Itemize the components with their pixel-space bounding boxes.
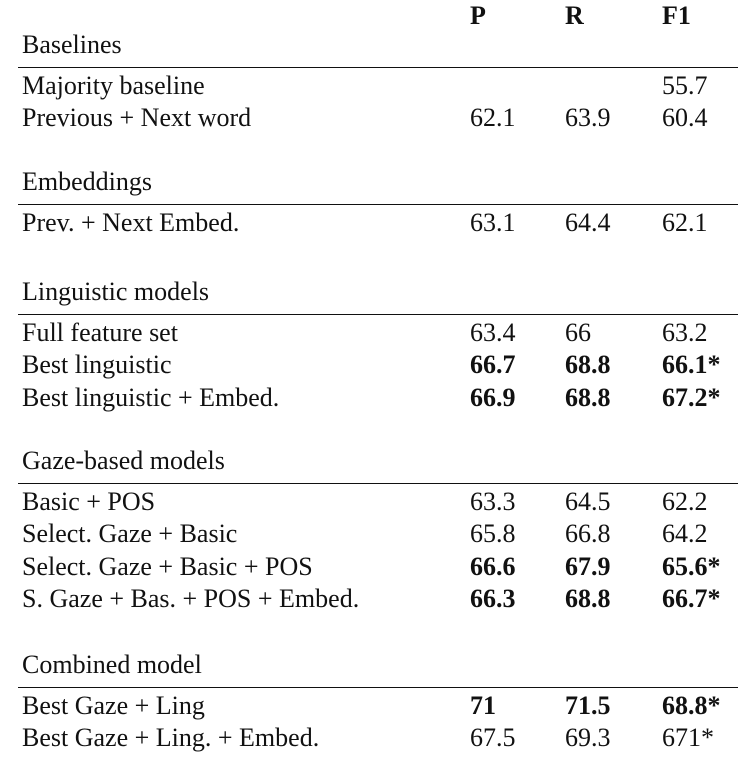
cell-r: 63.9	[565, 103, 611, 133]
cell-f1: 65.6*	[662, 551, 721, 581]
header-p: P	[470, 1, 486, 30]
section-title	[0, 649, 756, 681]
table-row	[0, 349, 756, 381]
section-rule	[18, 483, 738, 484]
header-row	[0, 0, 756, 32]
section-rule	[18, 687, 738, 688]
cell-r: 66.8	[565, 519, 611, 549]
table-row	[0, 690, 756, 722]
cell-p: 62.1	[470, 103, 516, 133]
cell-r: 68.8	[565, 583, 611, 613]
section-title-text: Linguistic models	[22, 277, 210, 306]
cell-f1: 63.2	[662, 318, 708, 347]
section-title-text: Combined model	[22, 650, 202, 679]
cell-f1: 671*	[662, 723, 714, 753]
cell-p: 66.9	[470, 382, 516, 412]
cell-p: 71	[470, 691, 496, 720]
cell-f1: 62.1	[662, 208, 708, 237]
cell-p: 66.3	[470, 583, 516, 613]
cell-r: 68.8	[565, 382, 611, 412]
table-row	[0, 102, 756, 134]
cell-f1: 66.1*	[662, 350, 721, 380]
cell-p: 67.5	[470, 723, 516, 753]
cell-f1: 62.2	[662, 487, 708, 516]
section-title-text: Gaze-based models	[22, 446, 225, 475]
cell-r: 66	[565, 318, 591, 347]
row-label: Best linguistic + Embed.	[22, 382, 280, 412]
cell-p: 65.8	[470, 519, 516, 549]
section-rule	[18, 204, 738, 205]
cell-p: 66.6	[470, 551, 516, 581]
table-row	[0, 70, 756, 102]
cell-f1: 66.7*	[662, 583, 721, 613]
table-row	[0, 317, 756, 349]
cell-p: 66.7	[470, 350, 516, 380]
cell-r: 71.5	[565, 691, 611, 720]
row-label: Basic + POS	[22, 487, 156, 516]
row-label: Select. Gaze + Basic	[22, 519, 238, 549]
row-label: Best Gaze + Ling. + Embed.	[22, 723, 320, 753]
cell-f1: 55.7	[662, 71, 708, 100]
section-rule	[18, 314, 738, 315]
table-row	[0, 382, 756, 414]
header-r: R	[565, 1, 584, 30]
section-title	[0, 29, 756, 61]
row-label: Prev. + Next Embed.	[22, 208, 240, 237]
row-label: Best Gaze + Ling	[22, 691, 205, 720]
cell-f1: 64.2	[662, 519, 708, 549]
section-title-text: Embeddings	[22, 167, 152, 196]
cell-r: 68.8	[565, 350, 611, 380]
row-label: Select. Gaze + Basic + POS	[22, 551, 313, 581]
table-row	[0, 722, 756, 754]
cell-r: 64.4	[565, 208, 611, 237]
header-f1: F1	[662, 1, 691, 30]
section-title	[0, 166, 756, 198]
table-row	[0, 551, 756, 583]
cell-f1: 68.8*	[662, 691, 721, 720]
section-title	[0, 445, 756, 477]
cell-r: 69.3	[565, 723, 611, 753]
section-title-text: Baselines	[22, 30, 122, 59]
section-rule	[18, 67, 738, 68]
row-label: Full feature set	[22, 318, 178, 347]
row-label: Previous + Next word	[22, 103, 252, 133]
cell-f1: 67.2*	[662, 382, 721, 412]
cell-r: 64.5	[565, 487, 611, 516]
section-title	[0, 276, 756, 308]
table-row	[0, 486, 756, 518]
table-row	[0, 518, 756, 550]
table-row	[0, 583, 756, 615]
row-label: S. Gaze + Bas. + POS + Embed.	[22, 583, 360, 613]
cell-r: 67.9	[565, 551, 611, 581]
cell-p: 63.1	[470, 208, 516, 237]
row-label: Best linguistic	[22, 350, 172, 380]
cell-p: 63.4	[470, 318, 516, 347]
row-label: Majority baseline	[22, 71, 205, 100]
table-row	[0, 207, 756, 239]
cell-p: 63.3	[470, 487, 516, 516]
cell-f1: 60.4	[662, 103, 708, 133]
